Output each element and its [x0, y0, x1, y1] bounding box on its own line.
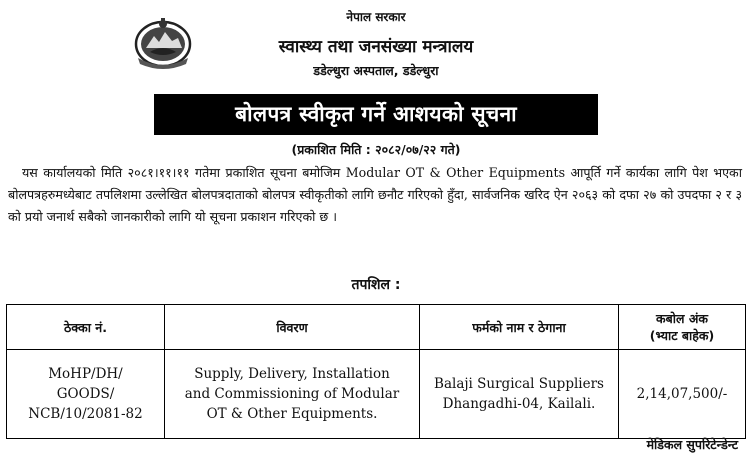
- cell-description: [165, 350, 420, 439]
- contract-no-line: GOODS/: [56, 386, 115, 402]
- schedule-heading: तपशिल :: [351, 277, 401, 293]
- firm-line: Balaji Surgical Suppliers: [434, 376, 604, 392]
- notice-body-text: यस कार्यालयको मिति २०८१।११।११ गतेमा प्रकाशित सूचना बमोजिम Modular OT & Other Equipments आपूर्ति गर्ने कार्यका लागि पेश भएका बोलपत्रहरुमध्येबाट तपलिशमा उल्लेखित बोलपत्रदाताको बोलपत्र स्वीकृतीको लागि छनौट गरिएको हुँदा, सार्वजनिक खरिद ऐन २०६३ को दफा २७ को उपदफा २ र ३ को प्रयो जनार्थ सबैको जानकारीको लागि यो सूचना प्रकाशन गरिएको छ ।: [8, 165, 742, 224]
- contract-no-line: NCB/10/2081-82: [28, 406, 143, 422]
- award-table: [6, 304, 746, 439]
- office-name: डडेल्धुरा अस्पताल, डडेल्धुरा: [313, 63, 439, 78]
- notice-body: [8, 162, 742, 228]
- cell-contract-no: [7, 350, 165, 439]
- header-amount-line1: कबोल अंक: [656, 311, 708, 326]
- header-firm: फर्मको नाम र ठेगाना: [420, 305, 619, 350]
- header-amount-line2: (भ्याट बाहेक): [649, 328, 715, 343]
- firm-line: Dhangadhi-04, Kailali.: [442, 396, 596, 412]
- header-amount: [619, 305, 746, 350]
- published-date: (प्रकाशित मिति : २०८२/०७/२२ गते): [291, 142, 461, 157]
- signatory: मेडिकल सुपरिटेन्डेन्ट: [646, 437, 738, 452]
- notice-title: बोलपत्र स्वीकृत गर्ने आशयको सूचना: [154, 94, 598, 135]
- contract-no-line: MoHP/DH/: [48, 366, 123, 382]
- header-description: विवरण: [165, 305, 420, 350]
- description-line: Supply, Delivery, Installation: [194, 366, 390, 382]
- table-row: [7, 350, 746, 439]
- ministry-title: स्वास्थ्य तथा जनसंख्या मन्त्रालय: [278, 37, 474, 57]
- cell-amount: 2,14,07,500/-: [619, 350, 746, 439]
- cell-firm: [420, 350, 619, 439]
- table-header-row: [7, 305, 746, 350]
- description-line: OT & Other Equipments.: [206, 406, 378, 422]
- description-line: and Commissioning of Modular: [184, 386, 400, 402]
- government-label: नेपाल सरकार: [346, 10, 406, 24]
- header-contract-no: ठेक्का नं.: [7, 305, 165, 350]
